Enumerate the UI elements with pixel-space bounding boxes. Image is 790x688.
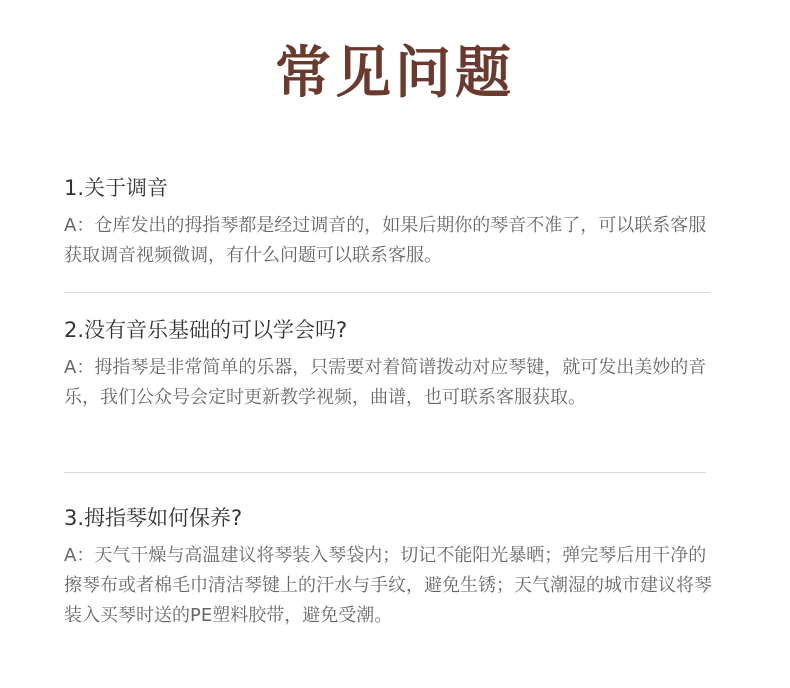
faq-question: 1.关于调音 — [64, 176, 169, 200]
faq-question: 2.没有音乐基础的可以学会吗? — [64, 318, 348, 342]
faq-answer: A：拇指琴是非常简单的乐器，只需要对着简谱拨动对应琴键，就可发出美妙的音乐，我们公众号会定时更新教学视频，曲谱，也可联系客服获取。 — [64, 357, 707, 408]
faq-item-learning — [64, 315, 734, 413]
faq-item-tuning — [64, 173, 734, 271]
faq-answer: A：仓库发出的拇指琴都是经过调音的，如果后期你的琴音不准了，可以联系客服获取调音视频微调，有什么问题可以联系客服。 — [64, 215, 707, 266]
divider — [64, 472, 706, 473]
faq-item-maintenance — [64, 503, 734, 631]
divider — [64, 292, 710, 293]
page-title: 常见问题 — [275, 41, 515, 106]
faq-question: 3.拇指琴如何保养? — [64, 506, 243, 530]
faq-answer: A：天气干燥与高温建议将琴装入琴袋内；切记不能阳光暴晒；弹完琴后用干净的擦琴布或者棉毛巾清洁琴键上的汗水与手纹，避免生锈；天气潮湿的城市建议将琴装入买琴时送的PE塑料胶带，避免受潮。 — [64, 545, 712, 626]
